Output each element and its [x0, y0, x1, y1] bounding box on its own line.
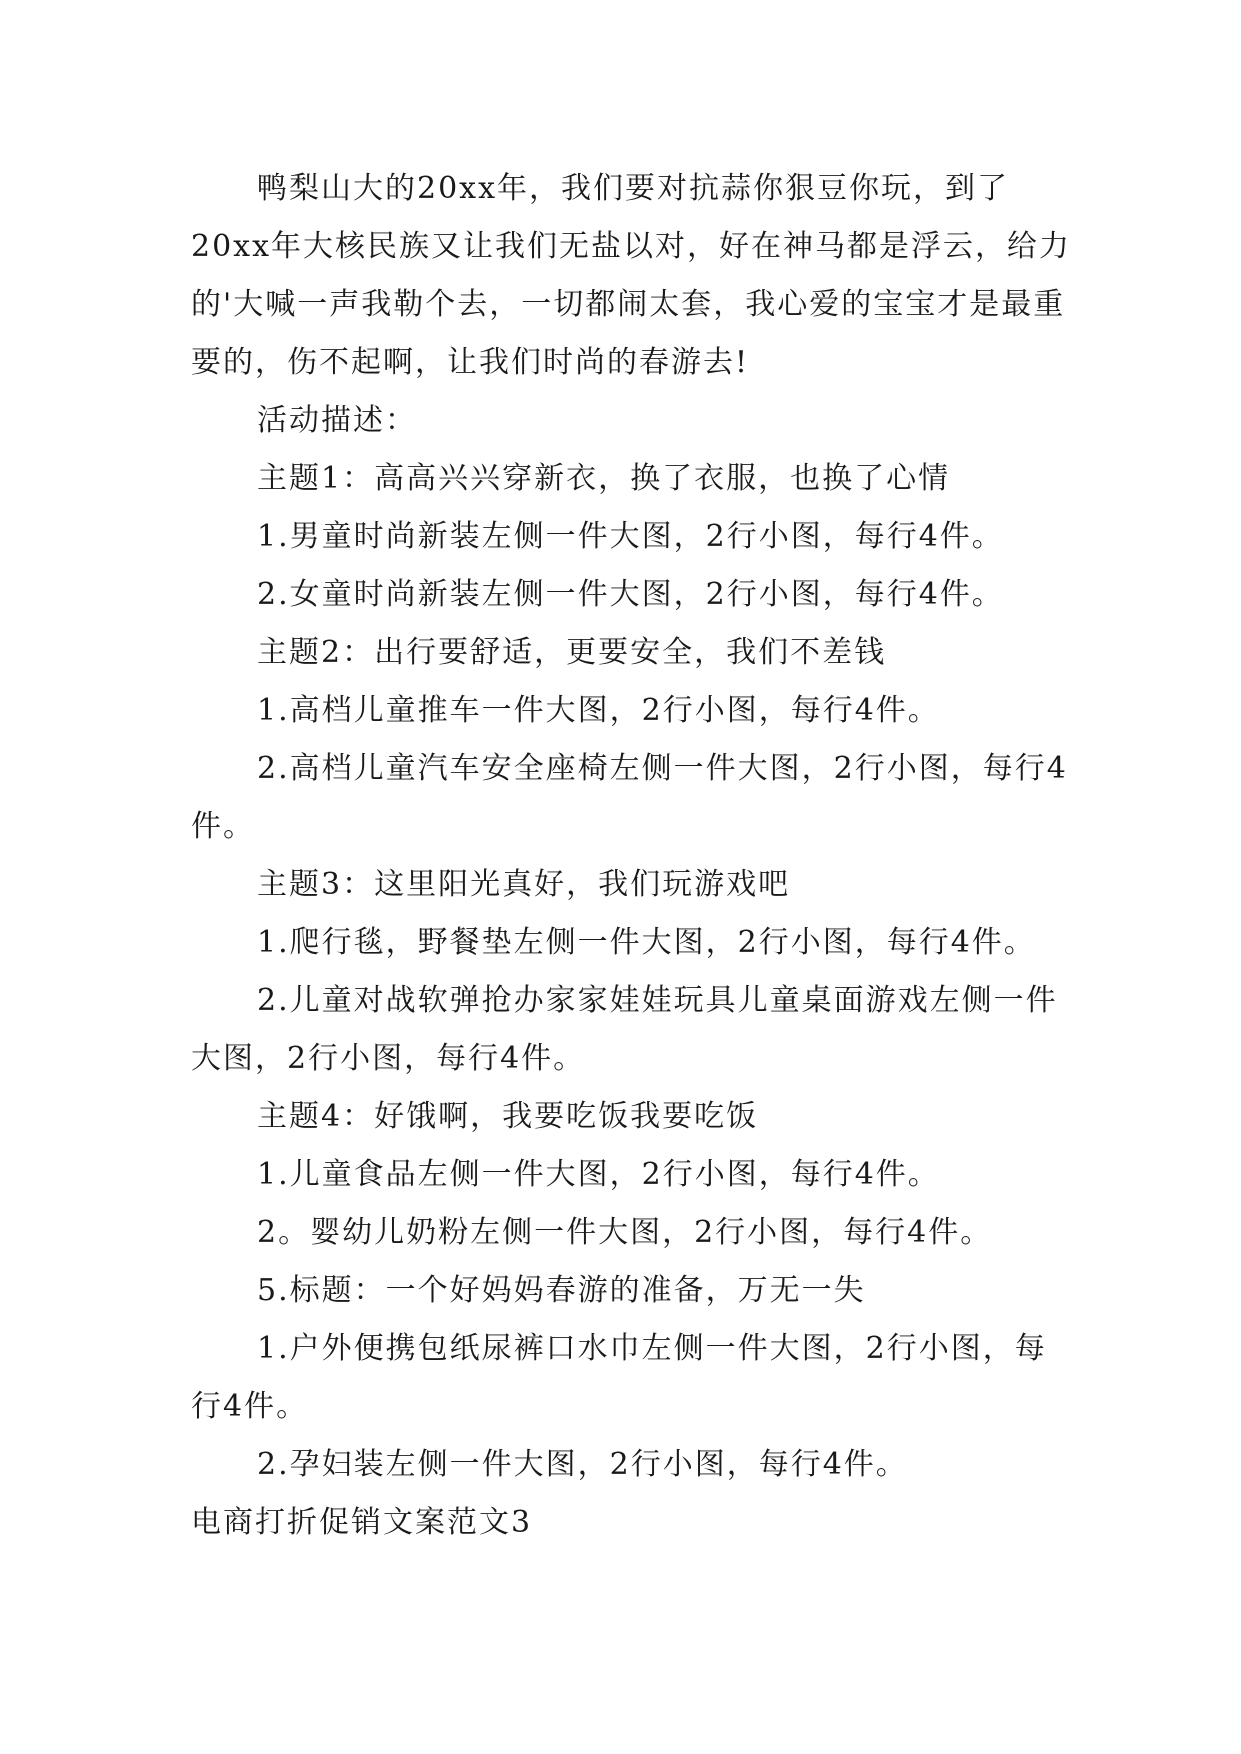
list-item: 2。婴幼儿奶粉左侧一件大图，2行小图，每行4件。 — [257, 1215, 993, 1250]
theme-1-heading: 主题1：高高兴兴穿新衣，换了衣服，也换了心情 — [257, 461, 951, 496]
list-item: 1.高档儿童推车一件大图，2行小图，每行4件。 — [257, 693, 940, 728]
document-body — [191, 160, 1071, 1552]
list-item: 1.男童时尚新装左侧一件大图，2行小图，每行4件。 — [257, 519, 1004, 554]
theme-5-heading: 5.标题：一个好妈妈春游的准备，万无一失 — [257, 1273, 866, 1308]
list-item: 1.户外便携包纸尿裤口水巾左侧一件大图，2行小图，每行4件。 — [191, 1331, 1047, 1424]
list-item: 2.孕妇装左侧一件大图，2行小图，每行4件。 — [257, 1447, 908, 1482]
section-heading: 电商打折促销文案范文3 — [191, 1505, 533, 1540]
list-item: 1.儿童食品左侧一件大图，2行小图，每行4件。 — [257, 1157, 940, 1192]
theme-4-heading: 主题4：好饿啊，我要吃饭我要吃饭 — [257, 1099, 759, 1134]
list-item: 2.女童时尚新装左侧一件大图，2行小图，每行4件。 — [257, 577, 1004, 612]
list-item: 1.爬行毯，野餐垫左侧一件大图，2行小图，每行4件。 — [257, 925, 1036, 960]
activity-description-label: 活动描述： — [257, 403, 417, 438]
theme-2-heading: 主题2：出行要舒适，更要安全，我们不差钱 — [257, 635, 887, 670]
list-item: 2.高档儿童汽车安全座椅左侧一件大图，2行小图，每行4件。 — [191, 751, 1068, 844]
theme-3-heading: 主题3：这里阳光真好，我们玩游戏吧 — [257, 867, 791, 902]
intro-paragraph: 鸭梨山大的20xx年，我们要对抗蒜你狠豆你玩，到了20xx年大核民族又让我们无盐以对，好在神马都是浮云，给力的'大喊一声我勒个去，一切都闹太套，我心爱的宝宝才是最重要的，伤不起啊，让我们时尚的春游去! — [191, 171, 1072, 380]
list-item: 2.儿童对战软弹抢办家家娃娃玩具儿童桌面游戏左侧一件大图，2行小图，每行4件。 — [191, 983, 1058, 1076]
